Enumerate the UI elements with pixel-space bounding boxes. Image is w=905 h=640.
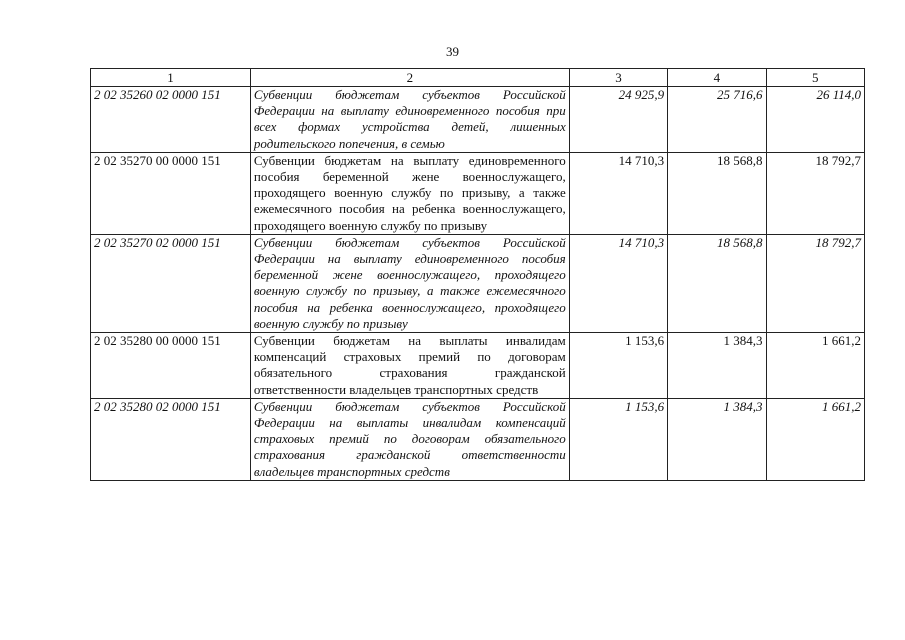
amount-col-4: 25 716,6 [668, 87, 766, 153]
table-row [91, 87, 865, 153]
amount-col-4: 18 568,8 [668, 234, 766, 332]
amount-col-3: 1 153,6 [569, 398, 667, 480]
item-description: Субвенции бюджетам субъектов Российской Федерации на выплаты инвалидам компенсаций страховых премий по договорам обязательного страхования гражданской ответственности владельцев транспортных средств [250, 398, 569, 480]
item-description: Субвенции бюджетам на выплату единовременного пособия беременной жене военнослужащего, проходящего военную службу по призыву, а также ежемесячного пособия на ребенка военнослужащего, проходящего военную службу по призыву [250, 152, 569, 234]
amount-col-3: 14 710,3 [569, 152, 667, 234]
item-description: Субвенции бюджетам субъектов Российской Федерации на выплату единовременного пособия беременной жене военнослужащего, проходящего военную службу по призыву, а также ежемесячного пособия на ребенка военнослужащего, проходящего военную службу по призыву [250, 234, 569, 332]
table-row [91, 398, 865, 480]
amount-col-5: 18 792,7 [766, 152, 864, 234]
budget-table [90, 68, 865, 481]
amount-col-4: 18 568,8 [668, 152, 766, 234]
amount-col-3: 1 153,6 [569, 333, 667, 399]
header-cell-5: 5 [766, 69, 864, 87]
table-header-row [91, 69, 865, 87]
amount-col-5: 18 792,7 [766, 234, 864, 332]
budget-code: 2 02 35270 02 0000 151 [91, 234, 251, 332]
header-cell-3: 3 [569, 69, 667, 87]
table-row [91, 333, 865, 399]
amount-col-3: 24 925,9 [569, 87, 667, 153]
amount-col-5: 26 114,0 [766, 87, 864, 153]
header-cell-4: 4 [668, 69, 766, 87]
budget-code: 2 02 35280 00 0000 151 [91, 333, 251, 399]
budget-code: 2 02 35260 02 0000 151 [91, 87, 251, 153]
amount-col-5: 1 661,2 [766, 398, 864, 480]
table-row [91, 234, 865, 332]
page-number: 39 [446, 44, 459, 59]
header-cell-1: 1 [91, 69, 251, 87]
header-cell-2: 2 [250, 69, 569, 87]
table-row [91, 152, 865, 234]
amount-col-3: 14 710,3 [569, 234, 667, 332]
budget-code: 2 02 35270 00 0000 151 [91, 152, 251, 234]
budget-code: 2 02 35280 02 0000 151 [91, 398, 251, 480]
item-description: Субвенции бюджетам субъектов Российской Федерации на выплату единовременного пособия при всех формах устройства детей, лишенных родительского попечения, в семью [250, 87, 569, 153]
item-description: Субвенции бюджетам на выплаты инвалидам компенсаций страховых премий по договорам обязательного страхования гражданской ответственности владельцев транспортных средств [250, 333, 569, 399]
amount-col-5: 1 661,2 [766, 333, 864, 399]
amount-col-4: 1 384,3 [668, 333, 766, 399]
amount-col-4: 1 384,3 [668, 398, 766, 480]
